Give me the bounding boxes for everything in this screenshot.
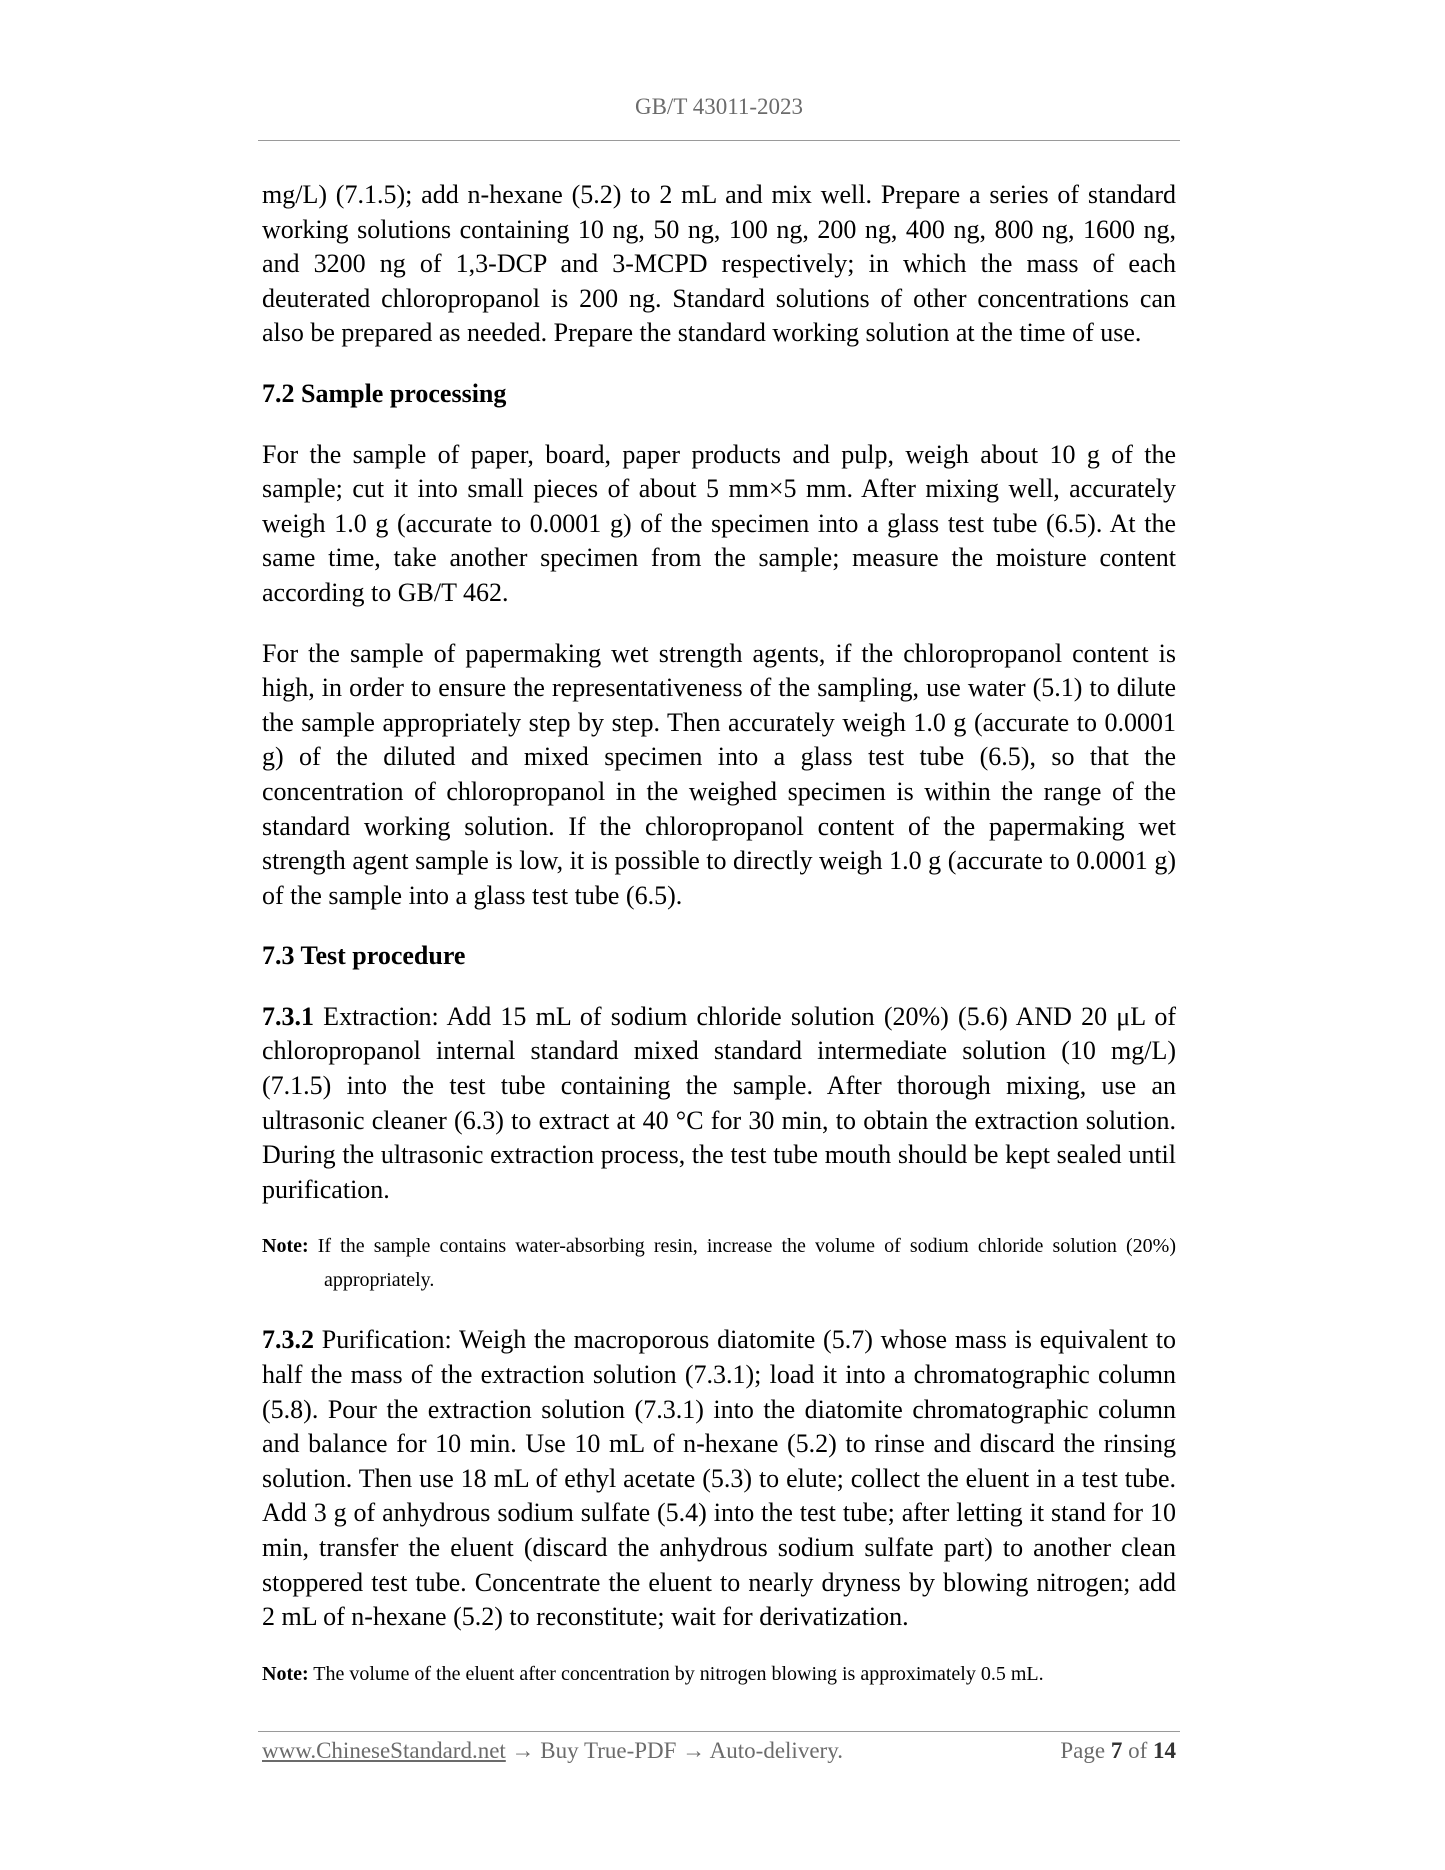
footer-delivery-text: Auto-delivery. (709, 1738, 843, 1763)
note-water-absorbing-resin (262, 1229, 1176, 1297)
section-heading-7-2: 7.2 Sample processing (262, 378, 507, 408)
page-footer (262, 1738, 1176, 1770)
note-text: The volume of the eluent after concentration by nitrogen blowing is approximately 0.5 mL. (308, 1662, 1044, 1685)
paragraph-extraction (262, 1000, 1176, 1208)
section-heading-7-3: 7.3 Test procedure (262, 941, 466, 971)
page-word: Page (1060, 1738, 1106, 1763)
footer-divider (258, 1731, 1180, 1732)
arrow-icon: → (676, 1738, 710, 1763)
arrow-icon: → (505, 1738, 541, 1763)
clause-text-7-3-1: Extraction: Add 15 mL of sodium chloride solution (20%) (5.6) AND 20 μL of chloropropanol internal standard mixed standard intermediate solution (10 mg/L) (7.1.5) into the test tube containing the sample. After thorough mixing, use an ultrasonic cleaner (6.3) to extract at 40 °C for 30 min, to obtain the extraction solution. During the ultrasonic extraction process, the test tube mouth should be kept sealed until purification. (262, 1001, 1176, 1204)
paragraph-paper-samples: For the sample of paper, board, paper products and pulp, weigh about 10 g of the sample; cut it into small pieces of about 5 mm×5 mm. After mixing well, accurately weigh 1.0 g (accurate to 0.0001 g) of the specimen into a glass test tube (6.5). At the same time, take another specimen from the sample; measure the moisture content according to GB/T 462. (262, 439, 1176, 607)
total-page-count: 14 (1153, 1738, 1176, 1763)
paragraph-wet-strength-samples: For the sample of papermaking wet strength agents, if the chloropropanol content is high, in order to ensure the representativeness of the sampling, use water (5.1) to dilute the sample appropriately step by step. Then accurately weigh 1.0 g (accurate to 0.0001 g) of the diluted and mixed specimen into a glass test tube (6.5), so that the concentration of chloropropanol in the weighed specimen is within the range of the standard working solution. If the chloropropanol content of the papermaking wet strength agent sample is low, it is possible to directly weigh 1.0 g (accurate to 0.0001 g) of the sample into a glass test tube (6.5). (262, 638, 1176, 910)
page-counter (1060, 1738, 1176, 1764)
footer-buy-text: Buy True-PDF (540, 1738, 677, 1763)
note-label: Note: (262, 1662, 309, 1685)
clause-number-7-3-2: 7.3.2 (262, 1325, 314, 1355)
paragraph-purification (262, 1323, 1176, 1634)
current-page-number: 7 (1110, 1738, 1123, 1763)
clause-text-7-3-2: Purification: Weigh the macroporous diatomite (5.7) whose mass is equivalent to half the mass of the extraction solution (7.3.1); load it into a chromatographic column (5.8). Pour the extraction solution (7.3.1) into the diatomite chromatographic column and balance for 10 min. Use 10 mL of n-hexane (5.2) to rinse and discard the rinsing solution. Then use 18 mL of ethyl acetate (5.3) to elute; collect the eluent in a test tube. Add 3 g of anhydrous sodium sulfate (5.4) into the test tube; after letting it stand for 10 min, transfer the eluent (discard the anhydrous sodium sulfate part) to another clean stoppered test tube. Concentrate the eluent to nearly dryness by blowing nitrogen; add 2 mL of n-hexane (5.2) to reconstitute; wait for derivatization. (262, 1325, 1176, 1632)
note-eluent-volume (262, 1657, 1176, 1691)
page-content (262, 178, 1176, 1717)
note-label: Note: (262, 1235, 309, 1258)
footer-promo (262, 1738, 843, 1764)
clause-number-7-3-1: 7.3.1 (262, 1001, 314, 1031)
paragraph-standard-solutions: mg/L) (7.1.5); add n-hexane (5.2) to 2 mL and mix well. Prepare a series of standard working solutions containing 10 ng, 50 ng, 100 ng, 200 ng, 400 ng, 800 ng, 1600 ng, and 3200 ng of 1,3-DCP and 3-MCPD respectively; in which the mass of each deuterated chloropropanol is 200 ng. Standard solutions of other concentrations can also be prepared as needed. Prepare the standard working solution at the time of use. (262, 180, 1176, 348)
page-header-title: GB/T 43011-2023 (634, 94, 804, 119)
of-word: of (1128, 1738, 1148, 1763)
header-divider (258, 140, 1180, 141)
note-text: If the sample contains water-absorbing resin, increase the volume of sodium chloride solution (20%) appropriately. (308, 1235, 1176, 1292)
website-link[interactable]: www.ChineseStandard.net (262, 1738, 506, 1763)
